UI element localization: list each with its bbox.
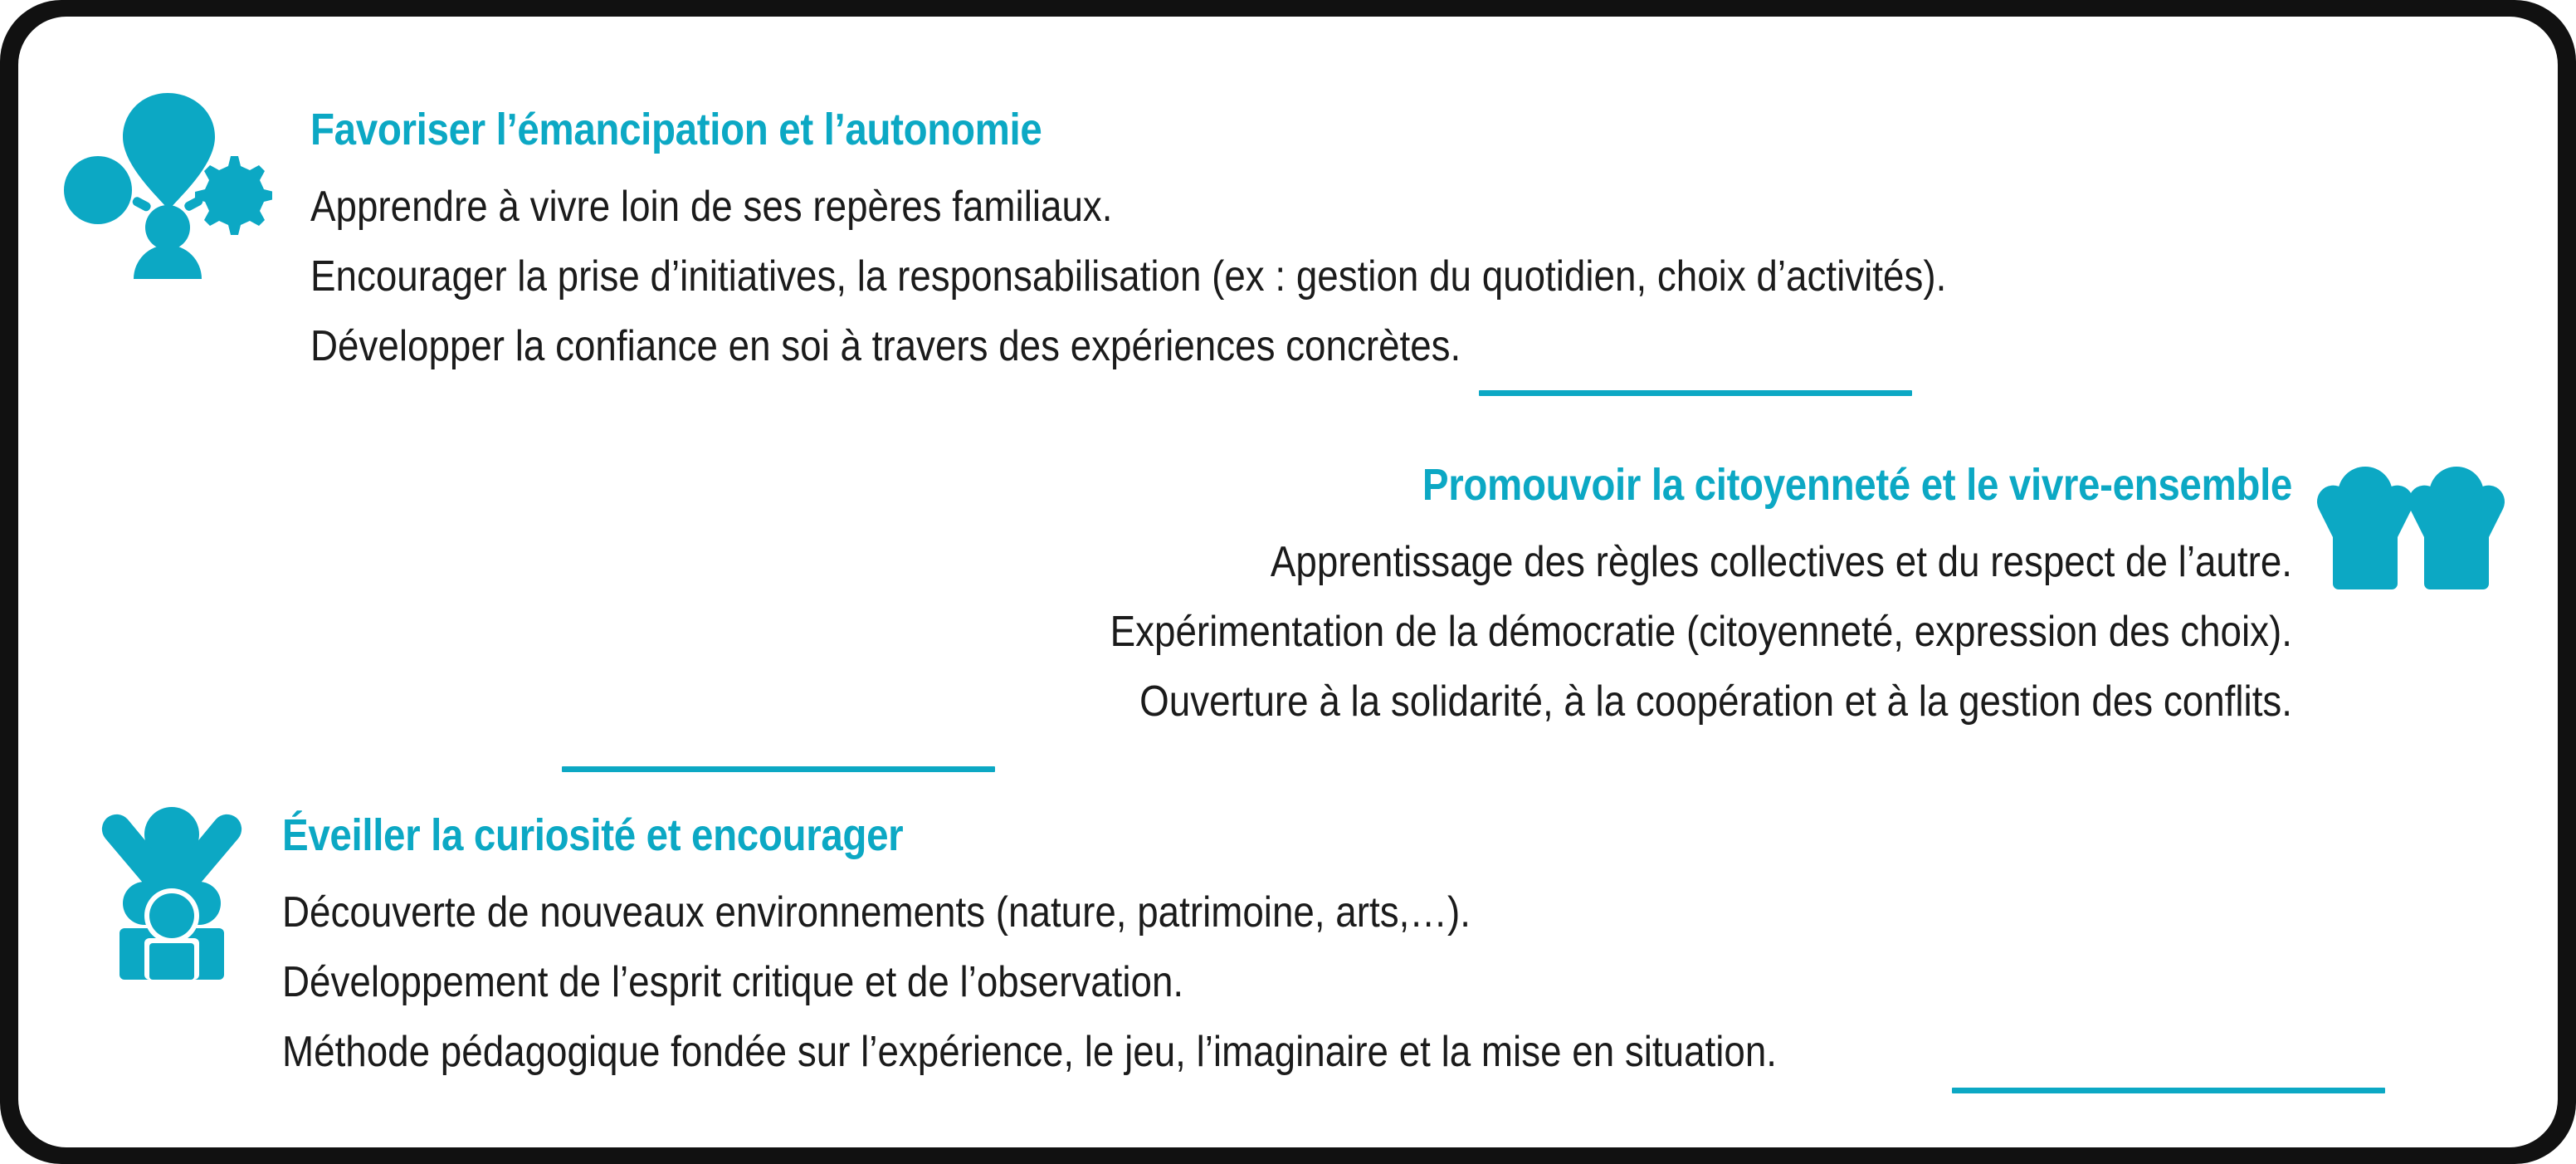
section-divider-3 — [1952, 1088, 2385, 1093]
slide-card — [18, 17, 2558, 1147]
section-heading: Promouvoir la citoyenneté et le vivre-ensemble — [1422, 460, 2292, 510]
section-body — [310, 172, 2485, 382]
section-heading: Favoriser l’émancipation et l’autonomie — [310, 105, 1042, 154]
two-people-raised-arms-icon — [2310, 463, 2520, 589]
section-line: Expérimentation de la démocratie (citoyenneté, expression des choix). — [1110, 607, 2292, 656]
section-line: Développement de l’esprit critique et de l’observation. — [282, 957, 1184, 1006]
section-line: Découverte de nouveaux environnements (nature, patrimoine, arts,…). — [282, 888, 1471, 937]
section-line: Développer la confiance en soi à travers des expériences concrètes. — [310, 322, 1461, 371]
person-raised-arms-group-icon — [83, 797, 261, 980]
section-divider-1 — [1479, 390, 1912, 396]
section-line: Apprendre à vivre loin de ses repères familiaux. — [310, 182, 1113, 231]
section-heading: Éveiller la curiosité et encourager — [282, 810, 904, 860]
section-emancipation — [310, 106, 2485, 381]
section-line: Encourager la prise d’initiatives, la responsabilisation (ex : gestion du quotidien, choix d’activités). — [310, 252, 1947, 301]
section-line: Ouverture à la solidarité, à la coopération et à la gestion des conflits. — [1139, 677, 2292, 726]
section-curiosite — [282, 812, 2481, 1087]
pin-clock-gear-person-icon — [63, 88, 272, 279]
section-body — [282, 878, 2481, 1088]
section-line: Apprentissage des règles collectives et du respect de l’autre. — [1270, 537, 2292, 586]
section-line: Méthode pédagogique fondée sur l’expérience, le jeu, l’imaginaire et la mise en situation. — [282, 1028, 1778, 1077]
section-body — [267, 527, 2292, 737]
section-citoyennete — [267, 462, 2292, 736]
section-divider-2 — [562, 766, 995, 772]
